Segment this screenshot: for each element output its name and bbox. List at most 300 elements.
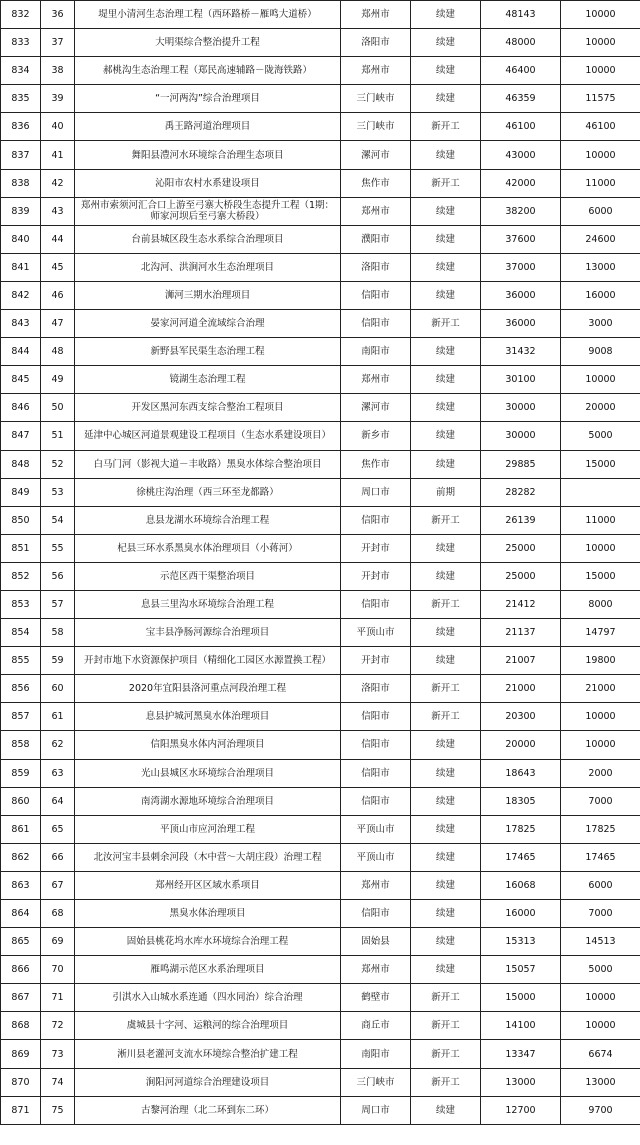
project-name-cell: 虞城县十字河、运粮河的综合治理项目 (75, 1012, 341, 1040)
item-index-cell: 57 (41, 590, 75, 618)
row-number-cell: 857 (1, 703, 41, 731)
table-row (1, 57, 640, 85)
city-cell: 新乡市 (341, 422, 411, 450)
annual-plan-cell: 10000 (561, 731, 640, 759)
item-index-cell: 61 (41, 703, 75, 731)
item-index-cell: 53 (41, 478, 75, 506)
annual-plan-cell: 24600 (561, 225, 640, 253)
status-cell: 续建 (411, 534, 481, 562)
status-cell: 续建 (411, 759, 481, 787)
row-number-cell: 868 (1, 1012, 41, 1040)
status-cell: 续建 (411, 57, 481, 85)
status-cell: 新开工 (411, 310, 481, 338)
annual-plan-cell: 11575 (561, 85, 640, 113)
city-cell: 三门峡市 (341, 1068, 411, 1096)
total-investment-cell: 21137 (481, 619, 561, 647)
annual-plan-cell: 17825 (561, 815, 640, 843)
status-cell: 新开工 (411, 113, 481, 141)
row-number-cell: 848 (1, 450, 41, 478)
project-name-cell: 示范区西干渠整治项目 (75, 562, 341, 590)
item-index-cell: 39 (41, 85, 75, 113)
annual-plan-cell: 8000 (561, 590, 640, 618)
annual-plan-cell: 16000 (561, 281, 640, 309)
annual-plan-cell: 15000 (561, 450, 640, 478)
project-name-cell: 杞县三环水系黑臭水体治理项目（小蒋河） (75, 534, 341, 562)
table-row (1, 450, 640, 478)
total-investment-cell: 14100 (481, 1012, 561, 1040)
item-index-cell: 36 (41, 1, 75, 29)
project-name-cell: 新野县军民渠生态治理工程 (75, 338, 341, 366)
annual-plan-cell: 7000 (561, 900, 640, 928)
total-investment-cell: 20300 (481, 703, 561, 731)
table-row (1, 900, 640, 928)
city-cell: 洛阳市 (341, 675, 411, 703)
project-table-body (1, 1, 640, 1125)
city-cell: 洛阳市 (341, 253, 411, 281)
project-name-cell: 开发区黑河东西支综合整治工程项目 (75, 394, 341, 422)
table-row (1, 225, 640, 253)
total-investment-cell: 25000 (481, 534, 561, 562)
annual-plan-cell: 7000 (561, 787, 640, 815)
total-investment-cell: 36000 (481, 281, 561, 309)
table-row (1, 956, 640, 984)
project-name-cell: 2020年宜阳县洛河重点河段治理工程 (75, 675, 341, 703)
table-row (1, 253, 640, 281)
city-cell: 信阳市 (341, 731, 411, 759)
city-cell: 信阳市 (341, 759, 411, 787)
status-cell: 前期 (411, 478, 481, 506)
city-cell: 周口市 (341, 478, 411, 506)
city-cell: 平顶山市 (341, 815, 411, 843)
row-number-cell: 862 (1, 843, 41, 871)
project-name-cell: 固始县桃花坞水库水环境综合治理工程 (75, 928, 341, 956)
item-index-cell: 75 (41, 1096, 75, 1124)
status-cell: 续建 (411, 1, 481, 29)
city-cell: 开封市 (341, 647, 411, 675)
row-number-cell: 859 (1, 759, 41, 787)
table-row (1, 310, 640, 338)
status-cell: 新开工 (411, 675, 481, 703)
annual-plan-cell: 14513 (561, 928, 640, 956)
city-cell: 周口市 (341, 1096, 411, 1124)
total-investment-cell: 30100 (481, 366, 561, 394)
annual-plan-cell: 21000 (561, 675, 640, 703)
annual-plan-cell: 10000 (561, 534, 640, 562)
city-cell: 信阳市 (341, 310, 411, 338)
annual-plan-cell: 10000 (561, 366, 640, 394)
annual-plan-cell: 10000 (561, 141, 640, 169)
item-index-cell: 43 (41, 197, 75, 225)
table-row (1, 338, 640, 366)
status-cell: 续建 (411, 787, 481, 815)
table-row (1, 843, 640, 871)
row-number-cell: 871 (1, 1096, 41, 1124)
city-cell: 郑州市 (341, 871, 411, 899)
row-number-cell: 845 (1, 366, 41, 394)
annual-plan-cell: 10000 (561, 1012, 640, 1040)
annual-plan-cell: 9700 (561, 1096, 640, 1124)
project-name-cell: 延津中心城区河道景观建设工程项目（生态水系建设项目） (75, 422, 341, 450)
project-name-cell: 堤里小清河生态治理工程（西环路桥－雁鸣大道桥） (75, 1, 341, 29)
total-investment-cell: 30000 (481, 422, 561, 450)
city-cell: 郑州市 (341, 1, 411, 29)
status-cell: 续建 (411, 225, 481, 253)
city-cell: 开封市 (341, 562, 411, 590)
project-name-cell: 郑州市索须河汇合口上游至弓寨大桥段生态提升工程（1期：师家河坝后至弓寨大桥段） (75, 197, 341, 225)
table-row (1, 534, 640, 562)
project-name-cell: 白马门河（影视大道－丰收路）黑臭水体综合整治项目 (75, 450, 341, 478)
total-investment-cell: 16068 (481, 871, 561, 899)
item-index-cell: 73 (41, 1040, 75, 1068)
status-cell: 续建 (411, 647, 481, 675)
status-cell: 新开工 (411, 169, 481, 197)
project-name-cell: 晏家河河道全流域综合治理 (75, 310, 341, 338)
table-row (1, 703, 640, 731)
status-cell: 新开工 (411, 506, 481, 534)
table-row (1, 562, 640, 590)
city-cell: 平顶山市 (341, 843, 411, 871)
item-index-cell: 54 (41, 506, 75, 534)
project-name-cell: 息县三里沟水环境综合治理工程 (75, 590, 341, 618)
row-number-cell: 855 (1, 647, 41, 675)
item-index-cell: 40 (41, 113, 75, 141)
row-number-cell: 870 (1, 1068, 41, 1096)
table-row (1, 141, 640, 169)
table-row (1, 478, 640, 506)
project-name-cell: 引淇水入山城水系连通（四水同治）综合治理 (75, 984, 341, 1012)
annual-plan-cell: 19800 (561, 647, 640, 675)
row-number-cell: 846 (1, 394, 41, 422)
status-cell: 续建 (411, 956, 481, 984)
total-investment-cell: 25000 (481, 562, 561, 590)
row-number-cell: 861 (1, 815, 41, 843)
annual-plan-cell: 3000 (561, 310, 640, 338)
total-investment-cell: 46100 (481, 113, 561, 141)
table-row (1, 1, 640, 29)
row-number-cell: 844 (1, 338, 41, 366)
table-row (1, 169, 640, 197)
item-index-cell: 48 (41, 338, 75, 366)
project-name-cell: 南湾湖水源地环境综合治理项目 (75, 787, 341, 815)
status-cell: 新开工 (411, 703, 481, 731)
project-name-cell: 古黎河治理（北二环到东二环） (75, 1096, 341, 1124)
status-cell: 续建 (411, 928, 481, 956)
city-cell: 信阳市 (341, 590, 411, 618)
city-cell: 平顶山市 (341, 619, 411, 647)
total-investment-cell: 15057 (481, 956, 561, 984)
total-investment-cell: 18305 (481, 787, 561, 815)
annual-plan-cell: 14797 (561, 619, 640, 647)
table-row (1, 815, 640, 843)
row-number-cell: 866 (1, 956, 41, 984)
item-index-cell: 55 (41, 534, 75, 562)
project-name-cell: 息县护城河黑臭水体治理项目 (75, 703, 341, 731)
total-investment-cell: 37600 (481, 225, 561, 253)
item-index-cell: 42 (41, 169, 75, 197)
item-index-cell: 63 (41, 759, 75, 787)
item-index-cell: 50 (41, 394, 75, 422)
project-name-cell: 大明渠综合整治提升工程 (75, 29, 341, 57)
table-row (1, 113, 640, 141)
total-investment-cell: 18643 (481, 759, 561, 787)
annual-plan-cell: 10000 (561, 57, 640, 85)
project-name-cell: 光山县城区水环境综合治理项目 (75, 759, 341, 787)
status-cell: 续建 (411, 1096, 481, 1124)
item-index-cell: 64 (41, 787, 75, 815)
annual-plan-cell: 2000 (561, 759, 640, 787)
row-number-cell: 849 (1, 478, 41, 506)
item-index-cell: 71 (41, 984, 75, 1012)
item-index-cell: 41 (41, 141, 75, 169)
city-cell: 濮阳市 (341, 225, 411, 253)
row-number-cell: 860 (1, 787, 41, 815)
total-investment-cell: 48000 (481, 29, 561, 57)
city-cell: 郑州市 (341, 57, 411, 85)
city-cell: 焦作市 (341, 450, 411, 478)
row-number-cell: 832 (1, 1, 41, 29)
table-row (1, 871, 640, 899)
project-name-cell: 台前县城区段生态水系综合治理项目 (75, 225, 341, 253)
annual-plan-cell: 6000 (561, 197, 640, 225)
item-index-cell: 66 (41, 843, 75, 871)
item-index-cell: 51 (41, 422, 75, 450)
status-cell: 续建 (411, 141, 481, 169)
row-number-cell: 863 (1, 871, 41, 899)
status-cell: 续建 (411, 422, 481, 450)
item-index-cell: 58 (41, 619, 75, 647)
city-cell: 郑州市 (341, 197, 411, 225)
item-index-cell: 49 (41, 366, 75, 394)
total-investment-cell: 12700 (481, 1096, 561, 1124)
project-name-cell: 北沟河、洪涧河水生态治理项目 (75, 253, 341, 281)
status-cell: 新开工 (411, 590, 481, 618)
item-index-cell: 68 (41, 900, 75, 928)
city-cell: 郑州市 (341, 366, 411, 394)
city-cell: 信阳市 (341, 506, 411, 534)
total-investment-cell: 21412 (481, 590, 561, 618)
status-cell: 续建 (411, 619, 481, 647)
item-index-cell: 59 (41, 647, 75, 675)
total-investment-cell: 29885 (481, 450, 561, 478)
annual-plan-cell: 10000 (561, 703, 640, 731)
annual-plan-cell: 10000 (561, 1, 640, 29)
project-name-cell: 徐桃庄沟治理（西三环至龙都路） (75, 478, 341, 506)
total-investment-cell: 43000 (481, 141, 561, 169)
project-name-cell: 浉河三期水治理项目 (75, 281, 341, 309)
project-name-cell: 息县龙湖水环境综合治理工程 (75, 506, 341, 534)
status-cell: 新开工 (411, 1040, 481, 1068)
row-number-cell: 837 (1, 141, 41, 169)
status-cell: 续建 (411, 281, 481, 309)
row-number-cell: 867 (1, 984, 41, 1012)
item-index-cell: 47 (41, 310, 75, 338)
total-investment-cell: 46400 (481, 57, 561, 85)
city-cell: 鹤壁市 (341, 984, 411, 1012)
total-investment-cell: 36000 (481, 310, 561, 338)
row-number-cell: 841 (1, 253, 41, 281)
total-investment-cell: 13000 (481, 1068, 561, 1096)
project-name-cell: 开封市地下水资源保护项目（精细化工园区水源置换工程） (75, 647, 341, 675)
item-index-cell: 67 (41, 871, 75, 899)
total-investment-cell: 38200 (481, 197, 561, 225)
item-index-cell: 72 (41, 1012, 75, 1040)
total-investment-cell: 20000 (481, 731, 561, 759)
item-index-cell: 69 (41, 928, 75, 956)
total-investment-cell: 21007 (481, 647, 561, 675)
annual-plan-cell: 15000 (561, 562, 640, 590)
project-name-cell: 北汝河宝丰县刺余河段（木中营～大胡庄段）治理工程 (75, 843, 341, 871)
city-cell: 信阳市 (341, 787, 411, 815)
table-row (1, 1040, 640, 1068)
row-number-cell: 852 (1, 562, 41, 590)
table-row (1, 590, 640, 618)
row-number-cell: 834 (1, 57, 41, 85)
city-cell: 洛阳市 (341, 29, 411, 57)
status-cell: 续建 (411, 450, 481, 478)
row-number-cell: 854 (1, 619, 41, 647)
city-cell: 信阳市 (341, 900, 411, 928)
item-index-cell: 56 (41, 562, 75, 590)
item-index-cell: 62 (41, 731, 75, 759)
table-row (1, 1096, 640, 1124)
status-cell: 续建 (411, 562, 481, 590)
table-row (1, 197, 640, 225)
row-number-cell: 839 (1, 197, 41, 225)
status-cell: 续建 (411, 29, 481, 57)
total-investment-cell: 30000 (481, 394, 561, 422)
total-investment-cell: 17825 (481, 815, 561, 843)
project-name-cell: 淅川县老灌河支流水环境综合整治扩建工程 (75, 1040, 341, 1068)
row-number-cell: 853 (1, 590, 41, 618)
city-cell: 郑州市 (341, 956, 411, 984)
row-number-cell: 847 (1, 422, 41, 450)
table-row (1, 1012, 640, 1040)
table-row (1, 647, 640, 675)
status-cell: 续建 (411, 338, 481, 366)
annual-plan-cell: 17465 (561, 843, 640, 871)
table-row (1, 506, 640, 534)
row-number-cell: 851 (1, 534, 41, 562)
project-name-cell: 沁阳市农村水系建设项目 (75, 169, 341, 197)
item-index-cell: 52 (41, 450, 75, 478)
row-number-cell: 864 (1, 900, 41, 928)
project-name-cell: 雁鸣湖示范区水系治理项目 (75, 956, 341, 984)
city-cell: 漯河市 (341, 141, 411, 169)
item-index-cell: 37 (41, 29, 75, 57)
total-investment-cell: 15313 (481, 928, 561, 956)
status-cell: 续建 (411, 85, 481, 113)
annual-plan-cell: 10000 (561, 984, 640, 1012)
total-investment-cell: 17465 (481, 843, 561, 871)
item-index-cell: 74 (41, 1068, 75, 1096)
project-name-cell: 黑臭水体治理项目 (75, 900, 341, 928)
city-cell: 南阳市 (341, 1040, 411, 1068)
status-cell: 续建 (411, 394, 481, 422)
status-cell: 续建 (411, 731, 481, 759)
project-name-cell: 郑州经开区区域水系项目 (75, 871, 341, 899)
city-cell: 信阳市 (341, 281, 411, 309)
total-investment-cell: 15000 (481, 984, 561, 1012)
total-investment-cell: 26139 (481, 506, 561, 534)
item-index-cell: 45 (41, 253, 75, 281)
city-cell: 三门峡市 (341, 85, 411, 113)
project-name-cell: 信阳黑臭水体内河治理项目 (75, 731, 341, 759)
annual-plan-cell: 46100 (561, 113, 640, 141)
table-row (1, 619, 640, 647)
status-cell: 续建 (411, 843, 481, 871)
row-number-cell: 838 (1, 169, 41, 197)
item-index-cell: 65 (41, 815, 75, 843)
status-cell: 续建 (411, 366, 481, 394)
table-row (1, 281, 640, 309)
status-cell: 新开工 (411, 1012, 481, 1040)
total-investment-cell: 21000 (481, 675, 561, 703)
annual-plan-cell: 6000 (561, 871, 640, 899)
item-index-cell: 38 (41, 57, 75, 85)
annual-plan-cell (561, 478, 640, 506)
project-name-cell: 涧阳河河道综合治理建设项目 (75, 1068, 341, 1096)
row-number-cell: 840 (1, 225, 41, 253)
row-number-cell: 835 (1, 85, 41, 113)
item-index-cell: 60 (41, 675, 75, 703)
row-number-cell: 836 (1, 113, 41, 141)
row-number-cell: 865 (1, 928, 41, 956)
annual-plan-cell: 5000 (561, 422, 640, 450)
row-number-cell: 843 (1, 310, 41, 338)
total-investment-cell: 46359 (481, 85, 561, 113)
table-row (1, 1068, 640, 1096)
table-row (1, 759, 640, 787)
total-investment-cell: 42000 (481, 169, 561, 197)
annual-plan-cell: 6674 (561, 1040, 640, 1068)
city-cell: 南阳市 (341, 338, 411, 366)
city-cell: 开封市 (341, 534, 411, 562)
table-row (1, 422, 640, 450)
row-number-cell: 869 (1, 1040, 41, 1068)
total-investment-cell: 28282 (481, 478, 561, 506)
table-row (1, 394, 640, 422)
total-investment-cell: 48143 (481, 1, 561, 29)
table-row (1, 731, 640, 759)
annual-plan-cell: 13000 (561, 1068, 640, 1096)
status-cell: 续建 (411, 197, 481, 225)
row-number-cell: 850 (1, 506, 41, 534)
table-row (1, 29, 640, 57)
row-number-cell: 833 (1, 29, 41, 57)
item-index-cell: 46 (41, 281, 75, 309)
project-name-cell: 舞阳县澧河水环境综合治理生态项目 (75, 141, 341, 169)
status-cell: 续建 (411, 871, 481, 899)
status-cell: 续建 (411, 253, 481, 281)
annual-plan-cell: 10000 (561, 29, 640, 57)
city-cell: 三门峡市 (341, 113, 411, 141)
table-row (1, 85, 640, 113)
project-name-cell: 镜湖生态治理工程 (75, 366, 341, 394)
status-cell: 续建 (411, 815, 481, 843)
table-row (1, 366, 640, 394)
city-cell: 漯河市 (341, 394, 411, 422)
city-cell: 固始县 (341, 928, 411, 956)
status-cell: 新开工 (411, 1068, 481, 1096)
table-row (1, 928, 640, 956)
item-index-cell: 44 (41, 225, 75, 253)
annual-plan-cell: 9008 (561, 338, 640, 366)
annual-plan-cell: 5000 (561, 956, 640, 984)
table-row (1, 984, 640, 1012)
project-name-cell: 平顶山市应河治理工程 (75, 815, 341, 843)
city-cell: 焦作市 (341, 169, 411, 197)
total-investment-cell: 16000 (481, 900, 561, 928)
